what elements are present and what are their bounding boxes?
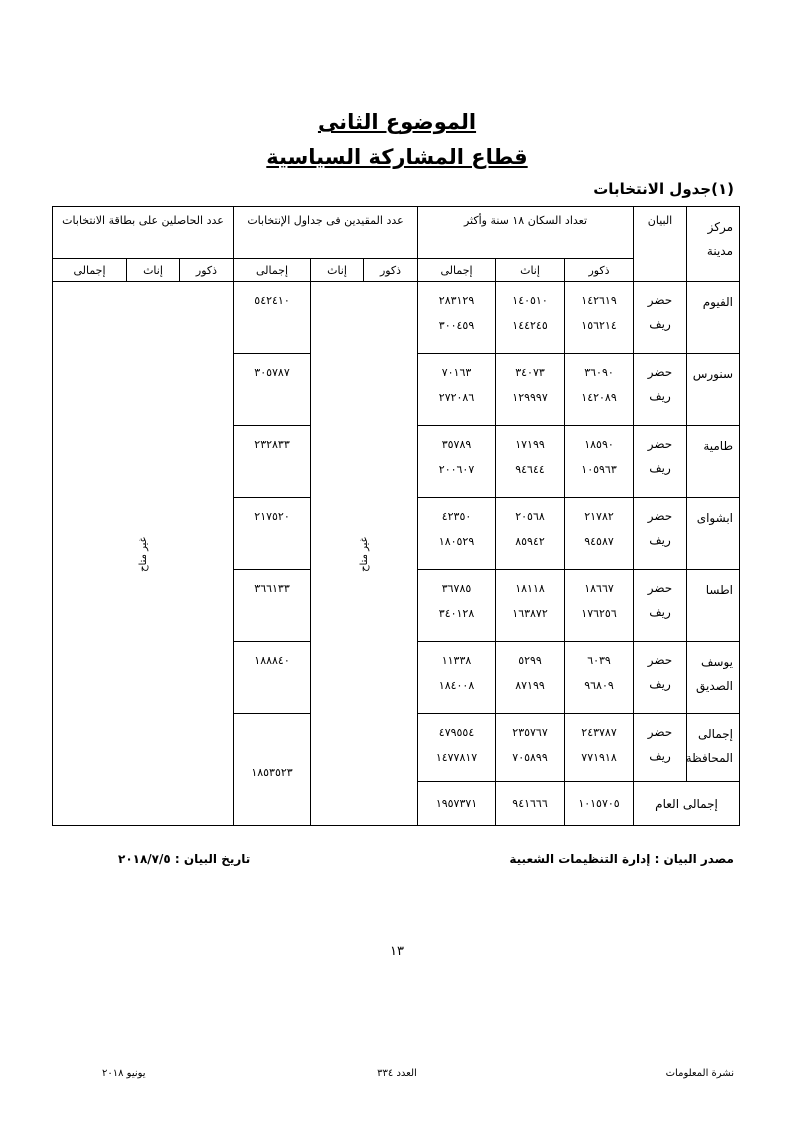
registered-total: ٣٦٦١٣٣ (234, 570, 311, 642)
population-male: ١٤٢٦١٩ ١٥٦٢١٤ (565, 282, 634, 354)
card-holders-na: غير متاح (53, 282, 234, 826)
urban-label: حضر (647, 653, 673, 667)
rural-label: ريف (649, 461, 671, 475)
registered-total: ٥٤٢٤١٠ (234, 282, 311, 354)
population-male: ٣٦٠٩٠ ١٤٢٠٨٩ (565, 354, 634, 426)
population-female: ١٨١١٨ ١٦٣٨٧٢ (496, 570, 565, 642)
registered-total: ١٨٥٣٥٢٣ (234, 714, 311, 826)
rural-label: ريف (649, 317, 671, 331)
population-total: ٤٢٣٥٠ ١٨٠٥٢٩ (418, 498, 496, 570)
registered-total: ٣٠٥٧٨٧ (234, 354, 311, 426)
area-type (634, 498, 687, 570)
rural-label: ريف (649, 605, 671, 619)
population-female: ٣٤٠٧٣ ١٢٩٩٩٧ (496, 354, 565, 426)
page-title: الموضوع الثانى (317, 110, 477, 134)
population-female: ٥٢٩٩ ٨٧١٩٩ (496, 642, 565, 714)
rural-label: ريف (649, 533, 671, 547)
population-male: ٢٤٣٧٨٧ ٧٧١٩١٨ (565, 714, 634, 782)
population-female: ٢٣٥٧٦٧ ٧٠٥٨٩٩ (496, 714, 565, 782)
table-caption: (١)جدول الانتخابات (593, 180, 734, 198)
area-type (634, 354, 687, 426)
city-name: اطسا (687, 570, 740, 642)
city-name: طامية (687, 426, 740, 498)
urban-label: حضر (647, 437, 673, 451)
subheader-female: إناث (127, 259, 180, 282)
subheader-male: ذكور (565, 259, 634, 282)
grand-total-female: ٩٤١٦٦٦ (496, 782, 565, 826)
header-population: تعداد السكان ١٨ سنة وأكثر (418, 207, 634, 259)
page-number: ١٣ (390, 944, 404, 959)
population-total: ١١٣٣٨ ١٨٤٠٠٨ (418, 642, 496, 714)
population-total: ٧٠١٦٣ ٢٧٢٠٨٦ (418, 354, 496, 426)
data-source: مصدر البيان : إدارة التنظيمات الشعبية (509, 852, 734, 866)
area-type (634, 714, 687, 782)
urban-label: حضر (647, 293, 673, 307)
population-female: ١٧١٩٩ ٩٤٦٤٤ (496, 426, 565, 498)
population-male: ٦٠٣٩ ٩٦٨٠٩ (565, 642, 634, 714)
grand-total-male: ١٠١٥٧٠٥ (565, 782, 634, 826)
subheader-total: إجمالى (418, 259, 496, 282)
population-male: ٢١٧٨٢ ٩٤٥٨٧ (565, 498, 634, 570)
population-total: ٣٦٧٨٥ ٣٤٠١٢٨ (418, 570, 496, 642)
data-date: تاريخ البيان : ٢٠١٨/٧/٥ (118, 852, 251, 866)
footer-publication: نشرة المعلومات (665, 1068, 734, 1079)
city-name: ابشواى (687, 498, 740, 570)
population-total: ٤٧٩٥٥٤ ١٤٧٧٨١٧ (418, 714, 496, 782)
subheader-male: ذكور (364, 259, 418, 282)
urban-label: حضر (647, 725, 673, 739)
rural-label: ريف (649, 749, 671, 763)
population-female: ٢٠٥٦٨ ٨٥٩٤٢ (496, 498, 565, 570)
population-male: ١٨٥٩٠ ١٠٥٩٦٣ (565, 426, 634, 498)
grand-total-label: إجمالى العام (634, 782, 740, 826)
urban-label: حضر (647, 509, 673, 523)
footer-issue: العدد ٣٣٤ (377, 1068, 417, 1079)
population-female: ١٤٠٥١٠ ١٤٤٢٤٥ (496, 282, 565, 354)
rural-label: ريف (649, 677, 671, 691)
subheader-male: ذكور (180, 259, 234, 282)
registered-total: ٢١٧٥٢٠ (234, 498, 311, 570)
urban-label: حضر (647, 581, 673, 595)
population-total: ٣٥٧٨٩ ٢٠٠٦٠٧ (418, 426, 496, 498)
grand-total-total: ١٩٥٧٣٧١ (418, 782, 496, 826)
population-male: ١٨٦٦٧ ١٧٦٢٥٦ (565, 570, 634, 642)
urban-label: حضر (647, 365, 673, 379)
header-type: البيان (634, 207, 687, 282)
subheader-female: إناث (311, 259, 364, 282)
elections-table (52, 206, 740, 826)
registered-total: ١٨٨٨٤٠ (234, 642, 311, 714)
table-row (53, 282, 740, 354)
subheader-total: إجمالى (234, 259, 311, 282)
city-name: يوسف الصديق (687, 642, 740, 714)
area-type (634, 426, 687, 498)
population-total: ٢٨٣١٢٩ ٣٠٠٤٥٩ (418, 282, 496, 354)
city-name: إجمالى المحافظة (687, 714, 740, 782)
area-type (634, 570, 687, 642)
footer-month: يونيو ٢٠١٨ (102, 1068, 146, 1079)
subheader-female: إناث (496, 259, 565, 282)
city-name: الفيوم (687, 282, 740, 354)
registered-na: غير متاح (311, 282, 418, 826)
city-name: سنورس (687, 354, 740, 426)
page-subtitle: قطاع المشاركة السياسية (266, 145, 528, 169)
subheader-total: إجمالى (53, 259, 127, 282)
area-type (634, 282, 687, 354)
header-registered: عدد المقيدين فى جداول الإنتخابات (234, 207, 418, 259)
registered-total: ٢٣٢٨٣٣ (234, 426, 311, 498)
rural-label: ريف (649, 389, 671, 403)
header-card-holders: عدد الحاصلين على بطاقة الانتخابات (53, 207, 234, 259)
area-type (634, 642, 687, 714)
header-city: مركز مدينة (687, 207, 740, 282)
